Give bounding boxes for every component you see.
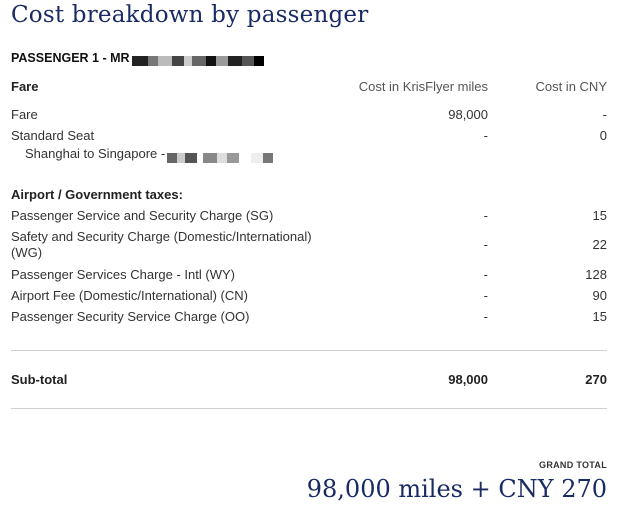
subtotal-miles: 98,000 xyxy=(448,372,488,387)
taxes-heading: Airport / Government taxes: xyxy=(11,187,183,202)
tax-label: Safety and Security Charge (Domestic/International) (WG) xyxy=(11,229,312,260)
seat-label: Standard Seat xyxy=(11,128,95,143)
passenger-header xyxy=(11,51,264,65)
divider-bottom xyxy=(11,408,607,409)
tax-miles: - xyxy=(483,288,488,303)
seat-miles: - xyxy=(483,128,488,143)
fare-miles: 98,000 xyxy=(448,107,488,122)
tax-miles: - xyxy=(483,309,488,324)
tax-row xyxy=(11,229,607,263)
tax-cny: 128 xyxy=(585,267,607,282)
tax-miles: - xyxy=(483,237,488,252)
subtotal-label: Sub-total xyxy=(11,372,68,387)
passenger-label: PASSENGER 1 - MR xyxy=(11,51,130,65)
tax-label: Airport Fee (Domestic/International) (CN) xyxy=(11,288,248,303)
grand-total-label: GRAND TOTAL xyxy=(539,460,607,470)
tax-miles: - xyxy=(483,208,488,223)
redacted-name-block xyxy=(132,53,264,63)
tax-cny: 15 xyxy=(592,208,607,223)
tax-cny: 15 xyxy=(592,309,607,324)
fare-cny: - xyxy=(602,107,607,122)
redacted-route-block xyxy=(167,149,273,159)
grand-total-value: 98,000 miles + CNY 270 xyxy=(306,475,607,503)
subtotal-cny: 270 xyxy=(585,372,607,387)
tax-cny: 90 xyxy=(592,288,607,303)
seat-cny: 0 xyxy=(599,128,607,143)
seat-route-label: Shanghai to Singapore - xyxy=(25,146,166,161)
fare-label: Fare xyxy=(11,107,38,122)
col-fare-header: Fare xyxy=(11,79,39,94)
tax-miles: - xyxy=(483,267,488,282)
divider-top xyxy=(11,350,607,351)
tax-cny: 22 xyxy=(592,237,607,252)
tax-label: Passenger Services Charge - Intl (WY) xyxy=(11,267,235,282)
tax-label: Passenger Service and Security Charge (SG) xyxy=(11,208,274,223)
tax-label: Passenger Security Service Charge (OO) xyxy=(11,309,250,324)
col-cny-header: Cost in CNY xyxy=(535,79,607,94)
col-miles-header: Cost in KrisFlyer miles xyxy=(358,79,488,94)
page-title: Cost breakdown by passenger xyxy=(11,2,369,28)
seat-route xyxy=(25,146,273,162)
